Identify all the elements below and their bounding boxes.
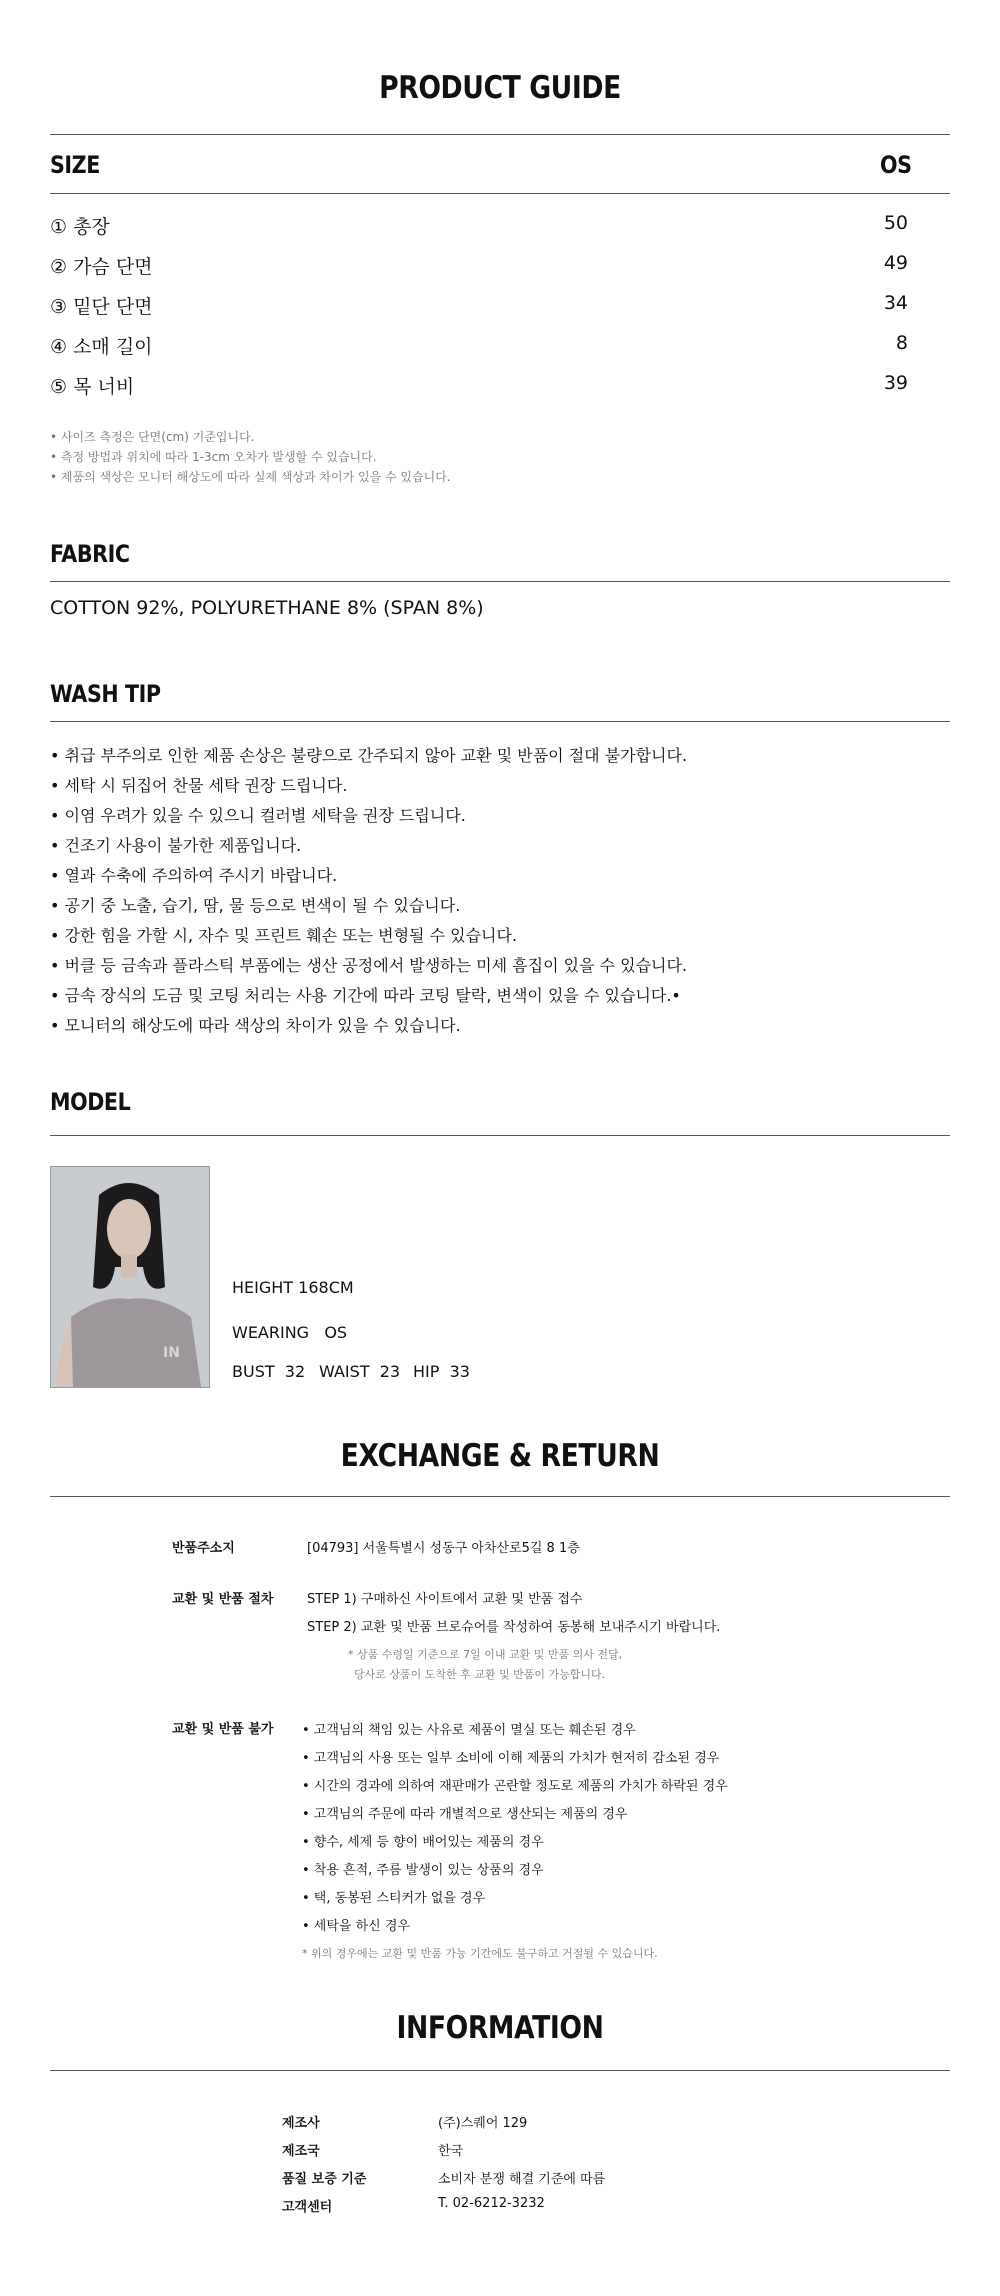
wash-tip-item: • 취급 부주의로 인한 제품 손상은 불량으로 간주되지 않아 교환 및 반품이 절대 불가합니다. — [50, 746, 688, 765]
size-row-value: 50 — [883, 212, 908, 234]
wash-tip-item: • 금속 장식의 도금 및 코팅 처리는 사용 기간에 따라 코팅 탈락, 변색이 있을 수 있습니다.• — [50, 986, 681, 1005]
info-value: T. 02-6212-3232 — [438, 2196, 545, 2211]
procedure-note-1: * 상품 수령일 기준으로 7일 이내 교환 및 반품 의사 전달, — [348, 1648, 623, 1661]
model-waist: WAIST 23 — [319, 1362, 401, 1381]
model-photo — [50, 1166, 210, 1388]
divider — [50, 193, 950, 194]
size-row-value: 49 — [883, 252, 908, 274]
divider — [50, 1496, 950, 1497]
divider — [50, 721, 950, 722]
model-height: HEIGHT 168CM — [232, 1278, 354, 1297]
impossible-label: 교환 및 반품 불가 — [172, 1722, 274, 1737]
size-row-label: ② 가슴 단면 — [50, 256, 153, 278]
size-row-value: 34 — [883, 292, 908, 314]
return-address-label: 반품주소지 — [172, 1541, 235, 1556]
info-label: 고객센터 — [282, 2200, 333, 2215]
size-row-label: ④ 소매 길이 — [50, 336, 153, 358]
impossible-item: • 고객님의 책임 있는 사유로 제품이 멸실 또는 훼손된 경우 — [302, 1723, 636, 1738]
divider — [50, 2070, 950, 2071]
size-note: • 사이즈 측정은 단면(cm) 기준입니다. — [50, 430, 255, 444]
info-value: (주)스퀘어 129 — [438, 2116, 528, 2131]
info-value: 한국 — [438, 2144, 464, 2159]
svg-text:IN: IN — [163, 1345, 180, 1361]
wash-tip-list — [50, 741, 687, 1041]
model-wearing: WEARING OS — [232, 1323, 348, 1342]
size-row-value: 39 — [883, 372, 908, 394]
info-label: 품질 보증 기준 — [282, 2172, 367, 2187]
wash-tip-item: • 이염 우려가 있을 수 있으니 컬러별 세탁을 권장 드립니다. — [50, 806, 466, 825]
impossible-item: • 택, 동봉된 스티커가 없을 경우 — [302, 1891, 486, 1906]
info-value: 소비자 분쟁 해결 기준에 따름 — [438, 2172, 606, 2187]
wash-tip-item: • 버클 등 금속과 플라스틱 부품에는 생산 공정에서 발생하는 미세 흠집이 있을 수 있습니다. — [50, 956, 688, 975]
size-row-label: ⑤ 목 너비 — [50, 376, 135, 398]
size-row-label: ① 총장 — [50, 216, 110, 238]
size-row-label: ③ 밑단 단면 — [50, 296, 153, 318]
impossible-item: • 시간의 경과에 의하여 재판매가 곤란할 정도로 제품의 가치가 하락된 경우 — [302, 1779, 728, 1794]
model-photo-image — [51, 1167, 209, 1387]
size-note: • 제품의 색상은 모니터 해상도에 따라 실제 색상과 차이가 있을 수 있습니다. — [50, 470, 451, 484]
model-title: MODEL — [50, 1088, 131, 1116]
size-row — [50, 372, 950, 399]
info-label: 제조사 — [282, 2116, 320, 2131]
wash-tip-item: • 건조기 사용이 불가한 제품입니다. — [50, 836, 302, 855]
model-hip: HIP 33 — [413, 1362, 470, 1381]
wash-tip-item: • 강한 힘을 가할 시, 자수 및 프린트 훼손 또는 변형될 수 있습니다. — [50, 926, 518, 945]
size-notes — [50, 427, 451, 487]
impossible-item: • 향수, 세제 등 향이 배어있는 제품의 경우 — [302, 1835, 544, 1850]
fabric-value: COTTON 92%, POLYURETHANE 8% (SPAN 8%) — [50, 597, 484, 619]
impossible-item: • 세탁을 하신 경우 — [302, 1919, 410, 1934]
impossible-item: • 고객님의 주문에 따라 개별적으로 생산되는 제품의 경우 — [302, 1807, 628, 1822]
wash-tip-title: WASH TIP — [50, 680, 161, 708]
size-row — [50, 252, 950, 279]
impossible-note: * 위의 경우에는 교환 및 반품 가능 기간에도 불구하고 거절될 수 있습니다. — [302, 1947, 658, 1960]
wash-tip-item: • 모니터의 해상도에 따라 색상의 차이가 있을 수 있습니다. — [50, 1016, 461, 1035]
info-label: 제조국 — [282, 2144, 320, 2159]
impossible-item: • 착용 흔적, 주름 발생이 있는 상품의 경우 — [302, 1863, 544, 1878]
wash-tip-item: • 열과 수축에 주의하여 주시기 바랍니다. — [50, 866, 338, 885]
size-row — [50, 332, 950, 359]
procedure-step-2: STEP 2) 교환 및 반품 브로슈어를 작성하여 동봉해 보내주시기 바랍니다. — [307, 1620, 721, 1635]
os-header: OS — [880, 151, 912, 179]
divider — [50, 134, 950, 135]
model-bust: BUST 32 — [232, 1362, 306, 1381]
wash-tip-item: • 세탁 시 뒤집어 찬물 세탁 권장 드립니다. — [50, 776, 348, 795]
procedure-step-1: STEP 1) 구매하신 사이트에서 교환 및 반품 접수 — [307, 1592, 583, 1607]
size-row-value: 8 — [895, 332, 908, 354]
divider — [50, 581, 950, 582]
impossible-item: • 고객님의 사용 또는 일부 소비에 이해 제품의 가치가 현저히 감소된 경우 — [302, 1751, 720, 1766]
product-guide-title: PRODUCT GUIDE — [379, 70, 621, 106]
information-title: INFORMATION — [396, 2010, 604, 2046]
exchange-title: EXCHANGE & RETURN — [340, 1438, 660, 1474]
size-row — [50, 292, 950, 319]
procedure-note-2: 당사로 상품이 도착한 후 교환 및 반품이 가능합니다. — [354, 1668, 606, 1681]
procedure-label: 교환 및 반품 절차 — [172, 1592, 274, 1607]
size-row — [50, 212, 950, 239]
return-address-value: [04793] 서울특별시 성동구 아차산로5길 8 1층 — [307, 1541, 580, 1556]
size-header: SIZE — [50, 151, 100, 179]
divider — [50, 1135, 950, 1136]
wash-tip-item: • 공기 중 노출, 습기, 땀, 물 등으로 변색이 될 수 있습니다. — [50, 896, 461, 915]
fabric-title: FABRIC — [50, 540, 130, 568]
size-note: • 측정 방법과 위치에 따라 1-3cm 오차가 발생할 수 있습니다. — [50, 450, 377, 464]
